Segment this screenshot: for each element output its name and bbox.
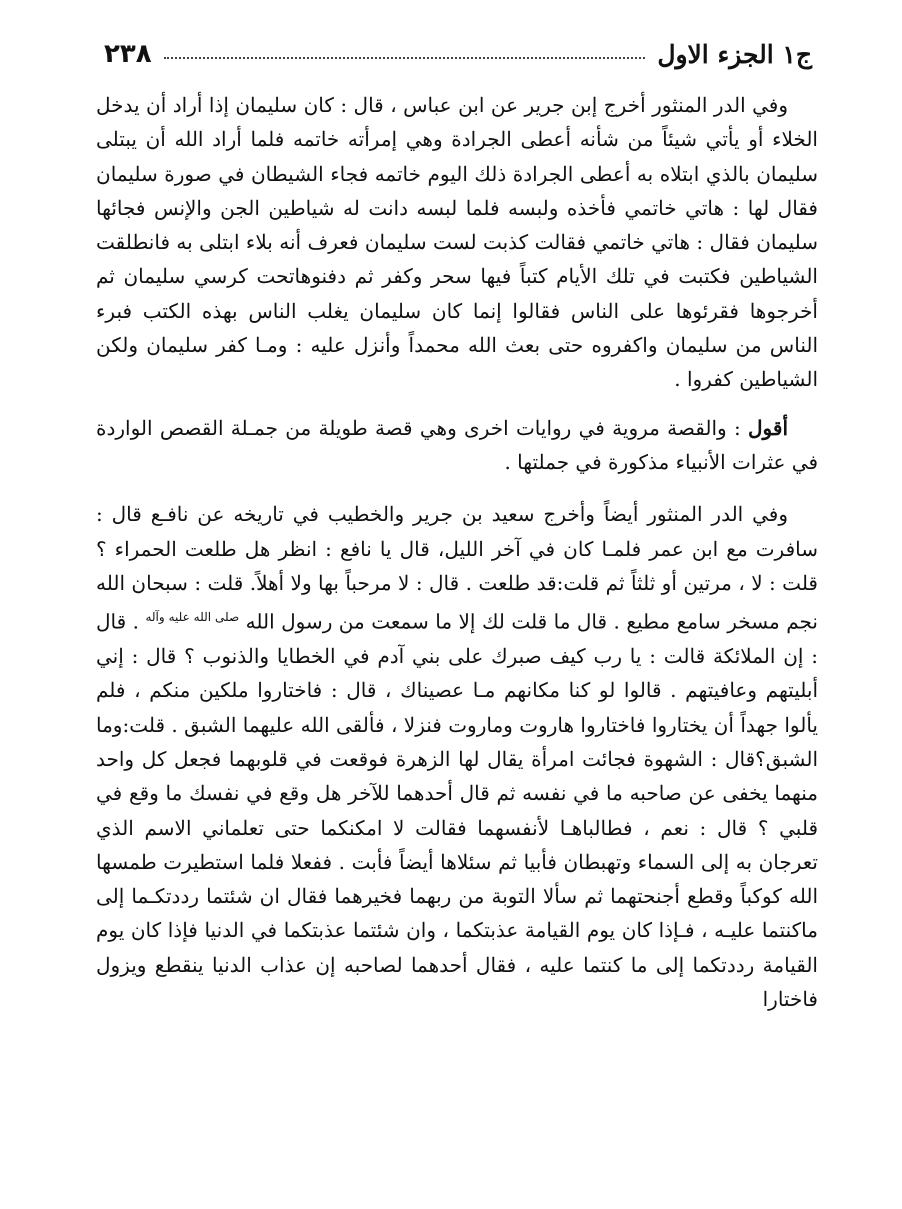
header-dotted-leader (164, 57, 646, 59)
page-header (96, 28, 818, 80)
book-page (96, 28, 818, 1188)
paragraph-3-text-before: وفي الدر المنثور أيضاً وأخرج سعيد بن جرير والخطيب في تاريخه عن نافـع قال : سافرت مع ابن عمر فلمـا كان في آخر الليل، قال يا نافع : انظر هل طلعت الحمراء ؟ قلت : لا ، مرتين أو ثلثاً ثم قلت:قد طلعت . قال : لا مرحباً بها ولا أهلاً. قلت : سبحان الله نجم مسخر سامع مطيع . قال ما قلت لك إلا ما سمعت من رسول الله (96, 502, 818, 634)
honorific-symbol: صلى الله عليه وآله (145, 610, 240, 625)
paragraph-2-text: : والقصة مروية في روايات اخرى وهي قصة طويلة من جمـلة القصص الواردة في عثرات الأنبياء مذكورة في جملتها . (96, 415, 818, 474)
running-title: ج١ الجزء الاول (657, 39, 812, 69)
paragraph-3-text-after: . قال : إن الملائكة قالت : يا رب كيف صبرك على بني آدم في الخطايا والذنوب ؟ قال : إني أبليتهم وعافيتهم . قالوا لو كنا مكانهم مـا عصيناك ، قال : فاختاروا ملكين منكم ، فلم يألوا جهداً أن يختاروا فاختاروا هاروت وماروت فنزلا ، فألقى الله عليهما الشبق . قلت:وما الشبق؟قال : الشهوة فجائت امرأة يقال لها الزهرة فوقعت في قلوبهما فجعل كل واحد منهما يخفى عن صاحبه ما في نفسه ثم قال أحدهما للآخر هل وقع في نفسك ما وقع في قلبي ؟ قال : نعم ، فطالباهـا لأنفسهما فقالت لا امكنكما حتى تعلماني الاسم الذي تعرجان به إلى السماء وتهبطان فأبيا ثم سئلاها أيضاً فأبت . ففعلا فلما استطيرت طمسها الله كوكباً وقطع أجنحتهما ثم سألا التوبة من ربهما فخيرهما فقال ان شئتما رددتكـما إلى ماكنتما عليـه ، فـإذا كان يوم القيامة عذبتكما ، وان شئتما عذبتكما في الدنيا فإذا كان يوم القيامة رددتكما إلى ما كنتما عليه ، فقال أحدهما لصاحبه إن عذاب الدنيا ينقطع ويزول فاختارا (96, 609, 818, 1012)
paragraph-3 (96, 497, 818, 1016)
paragraph-2-lead: أقول (748, 415, 788, 440)
paragraph-1-text: وفي الدر المنثور أخرج إبن جرير عن ابن عباس ، قال : كان سليمان إذا أراد أن يدخل الخلاء أو يأتي شيئاً من شأنه أعطى الجرادة وهي إمرأته خاتمه فلما أراد الله أن يبتلى سليمان بالذي ابتلاه به أعطى الجرادة ذلك اليوم خاتمه فجاء الشيطان في صورة سليمان فقال لها : هاتي خاتمي فأخذه ولبسه فلما لبسه دانت له شياطين الجن والإنس فجائها سليمان فقال : هاتي خاتمي فقالت كذبت لست سليمان فعرف أنه بلاء ابتلى به فانطلقت الشياطين فكتبت في تلك الأيام كتباً فيها سحر وكفر ثم دفنوهاتحت كرسي سليمان ثم أخرجوها فقرئوها على الناس فقالوا إنما كان سليمان يغلب الناس بهذه الكتب فبرء الناس من سليمان واكفروه حتى بعث الله محمداً وأنزل عليه : ومـا كفر سليمان ولكن الشياطين كفروا . (96, 93, 819, 392)
paragraph-1 (96, 88, 818, 397)
paragraph-2 (96, 411, 818, 480)
page-number: ٢٣٨ (104, 39, 152, 69)
